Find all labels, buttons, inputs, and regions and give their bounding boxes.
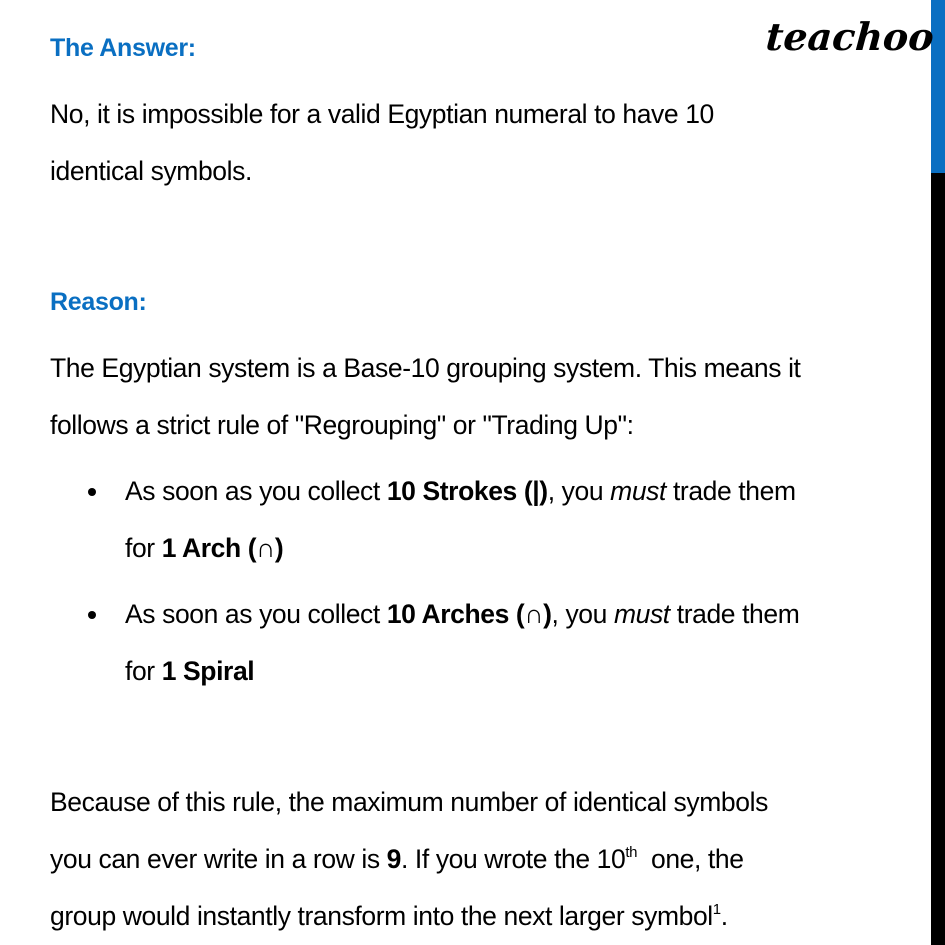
bullet-2-text: As soon as you collect — [125, 599, 387, 629]
bullet-1-text: As soon as you collect — [125, 476, 387, 506]
answer-heading: The Answer: — [50, 34, 196, 62]
bullet-1-bold-strokes: 10 Strokes (|) — [386, 476, 548, 506]
footnote-superscript: 1 — [712, 901, 721, 918]
conclusion-text: . If you wrote the 10 — [401, 844, 626, 874]
bullet-1-line-1 — [125, 478, 796, 505]
side-accent-bar-black — [931, 173, 945, 945]
bullet-2-text: for — [125, 656, 162, 686]
bullet-1-text: , you — [547, 476, 611, 506]
bullet-1-text: trade them — [665, 476, 796, 506]
reason-line-2: follows a strict rule of "Regrouping" or "Trading Up": — [50, 410, 634, 440]
conclusion-line-3 — [50, 903, 728, 930]
teachoo-logo: teachoo — [764, 14, 936, 59]
conclusion-text: group would instantly transform into the next larger symbol — [50, 901, 713, 931]
bullet-2-italic-must: must — [613, 599, 670, 629]
bullet-1-bold-arch: 1 Arch (∩) — [161, 533, 284, 563]
answer-line-1: No, it is impossible for a valid Egyptian numeral to have 10 — [50, 99, 714, 129]
conclusion-line-1: Because of this rule, the maximum number of identical symbols — [50, 787, 768, 817]
conclusion-text: you can ever write in a row is — [50, 844, 387, 874]
reason-heading: Reason: — [50, 288, 147, 316]
bullet-2-bold-arches: 10 Arches (∩) — [386, 599, 552, 629]
answer-line-2: identical symbols. — [50, 156, 252, 186]
bullet-dot-icon — [88, 611, 96, 619]
conclusion-bold-nine: 9 — [386, 844, 401, 874]
bullet-2-line-2 — [125, 658, 254, 685]
bullet-1-italic-must: must — [610, 476, 666, 506]
bullet-1-text: for — [125, 533, 162, 563]
conclusion-text: . — [720, 901, 728, 931]
ordinal-superscript: th — [625, 844, 638, 861]
bullet-2-text: , you — [551, 599, 614, 629]
conclusion-line-2 — [50, 846, 744, 873]
bullet-2-text: trade them — [669, 599, 800, 629]
reason-line-1: The Egyptian system is a Base-10 grouping system. This means it — [50, 353, 801, 383]
bullet-dot-icon — [88, 488, 96, 496]
conclusion-text: one, the — [637, 844, 744, 874]
bullet-2-line-1 — [125, 601, 799, 628]
bullet-2-bold-spiral: 1 Spiral — [161, 656, 255, 686]
bullet-1-line-2 — [125, 535, 283, 562]
